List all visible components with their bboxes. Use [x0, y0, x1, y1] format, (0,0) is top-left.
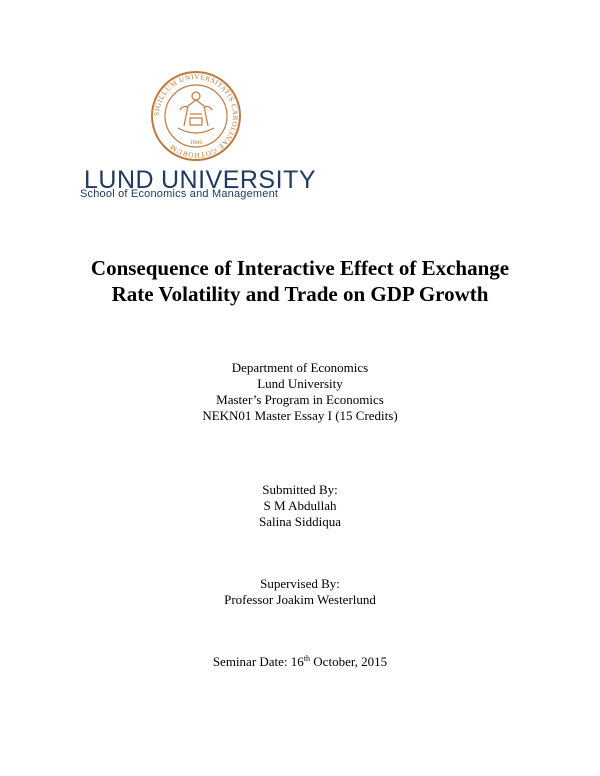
university-name-first: LUND — [84, 166, 155, 194]
seal-year: 1666 — [189, 139, 203, 146]
submitted-by-block — [100, 482, 500, 530]
thesis-title-line-1: Consequence of Interactive Effect of Exchange — [90, 256, 510, 280]
submitted-heading: Submitted By: — [262, 482, 338, 497]
seal-ring-text: SIGILLUM UNIVERSITATIS CAROLINAE GOTHORUM — [152, 72, 240, 160]
university-line: Lund University — [257, 376, 343, 391]
university-name-second: UNIVERSITY — [160, 166, 316, 194]
supervisor: Professor Joakim Westerlund — [224, 592, 376, 607]
seminar-date-rest: October, 2015 — [310, 654, 388, 669]
school-name: School of Economics and Management — [80, 188, 279, 200]
seminar-date-prefix: Seminar Date: 16 — [212, 654, 304, 669]
supervised-heading: Supervised By: — [260, 576, 340, 591]
thesis-title-line-2: Rate Volatility and Trade on GDP Growth — [111, 282, 489, 306]
seminar-date-suffix: th — [303, 654, 311, 663]
university-seal-icon — [150, 70, 242, 162]
program-info — [100, 360, 500, 424]
course: NEKN01 Master Essay I (15 Credits) — [202, 408, 398, 423]
programme: Master’s Program in Economics — [216, 392, 384, 407]
department: Department of Economics — [231, 360, 369, 375]
thesis-title — [40, 255, 560, 307]
svg-text:SIGILLUM UNIVERSITATIS CAROLIN — [153, 73, 239, 159]
seminar-date — [100, 654, 500, 670]
author-2: Salina Siddiqua — [259, 514, 341, 529]
supervised-by-block — [100, 576, 500, 608]
author-1: S M Abdullah — [263, 498, 337, 513]
university-logo — [78, 66, 318, 206]
